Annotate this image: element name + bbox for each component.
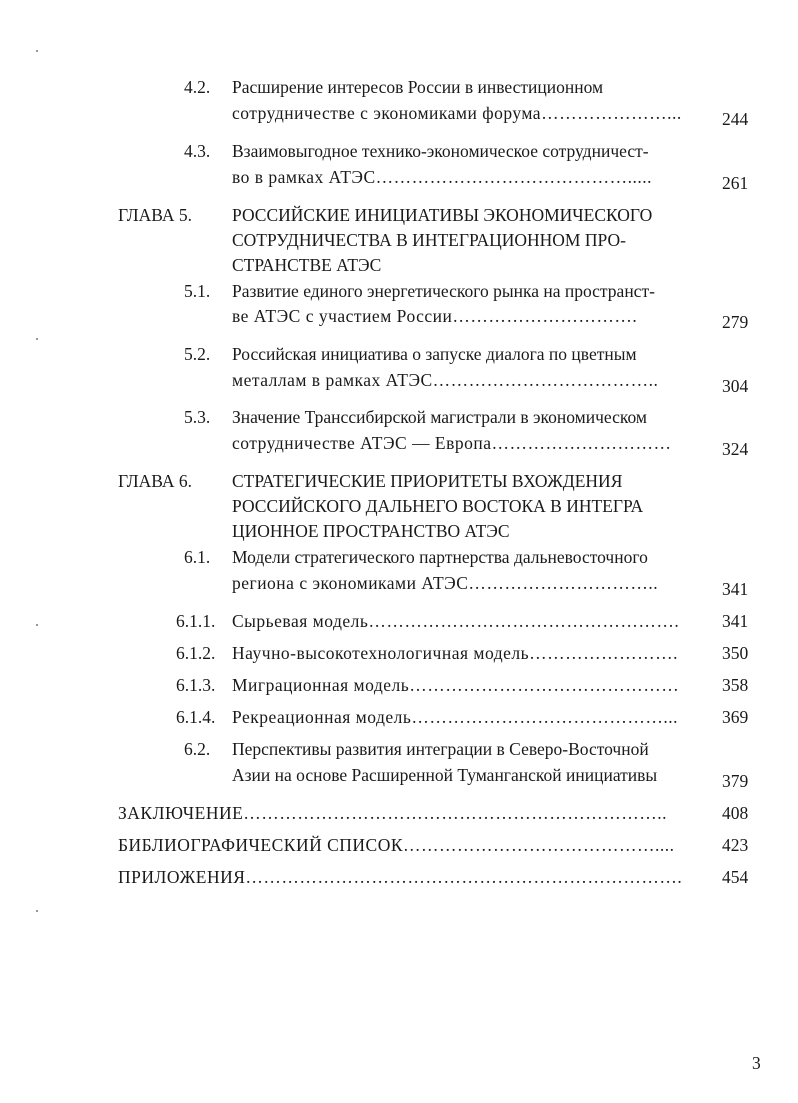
toc-entry-title: Миграционная модель……………………………………… <box>232 675 680 695</box>
toc-entry-page: 358 <box>722 675 749 695</box>
toc-entry-number: 4.2. <box>184 77 211 97</box>
toc-entry-number: 6.2. <box>184 739 211 759</box>
scan-speck <box>36 50 38 52</box>
toc-entry-title: Сырьевая модель……………………………………………. <box>232 611 680 631</box>
toc-entry-page: 304 <box>722 376 749 396</box>
toc-entry-page: 244 <box>722 109 749 129</box>
toc-entry-number: 5.3. <box>184 407 211 427</box>
toc-entry-title: ПРИЛОЖЕНИЯ………………………………………………………………. <box>118 867 683 887</box>
toc-entry-page: 454 <box>722 867 749 887</box>
scan-speck <box>36 624 38 626</box>
toc-entry-page: 341 <box>722 611 749 631</box>
toc-entry-title: Азии на основе Расширенной Туманганской инициативы <box>232 765 658 785</box>
chapter-title: ЦИОННОЕ ПРОСТРАНСТВО АТЭС <box>232 521 510 541</box>
toc-entry-number: 5.1. <box>184 281 211 301</box>
toc-entry-title: Российская инициатива о запуске диалога по цветным <box>232 344 637 364</box>
toc-entry-title: Расширение интересов России в инвестиционном <box>232 77 604 97</box>
chapter-title: СТРАТЕГИЧЕСКИЕ ПРИОРИТЕТЫ ВХОЖДЕНИЯ <box>232 471 623 491</box>
toc-entry-number: 6.1.2. <box>176 643 216 663</box>
toc-entry-number: 6.1.1. <box>176 611 216 631</box>
toc-entry-title: ве АТЭС с участием России…………………………. <box>232 306 638 326</box>
chapter-title: СТРАНСТВЕ АТЭС <box>232 255 382 275</box>
toc-entry-number: 4.3. <box>184 141 211 161</box>
toc-entry-title: Перспективы развития интеграции в Северо-Восточной <box>232 739 649 759</box>
scan-speck <box>36 910 38 912</box>
toc-entry-number: 6.1.4. <box>176 707 216 727</box>
toc-entry-title: во в рамках АТЭС……………………………………..... <box>232 167 653 187</box>
chapter-title: СОТРУДНИЧЕСТВА В ИНТЕГРАЦИОННОМ ПРО- <box>232 230 626 250</box>
toc-entry-title: Взаимовыгодное технико-экономическое сотрудничест- <box>232 141 649 161</box>
chapter-label: ГЛАВА 6. <box>118 471 193 491</box>
toc-entry-page: 423 <box>722 835 749 855</box>
toc-entry-page: 324 <box>722 439 749 459</box>
toc-entry-page: 279 <box>722 312 749 332</box>
toc-entry-page: 408 <box>722 803 749 823</box>
chapter-title: РОССИЙСКОГО ДАЛЬНЕГО ВОСТОКА В ИНТЕГРА <box>232 496 644 516</box>
toc-entry-page: 350 <box>722 643 749 663</box>
page-number: 3 <box>752 1053 761 1073</box>
toc-entry-title: ЗАКЛЮЧЕНИЕ…………………………………………………………….. <box>118 803 668 823</box>
toc-entry-number: 6.1. <box>184 547 211 567</box>
toc-entry-page: 369 <box>722 707 749 727</box>
toc-entry-page: 261 <box>722 173 749 193</box>
toc-entry-page: 341 <box>722 579 749 599</box>
chapter-title: РОССИЙСКИЕ ИНИЦИАТИВЫ ЭКОНОМИЧЕСКОГО <box>232 205 653 225</box>
scan-speck <box>36 338 38 340</box>
toc-entry-number: 6.1.3. <box>176 675 216 695</box>
toc-entry-title: региона с экономиками АТЭС………………………….. <box>232 573 659 593</box>
toc-entry-title: Научно-высокотехнологичная модель……………………. <box>232 643 678 663</box>
chapter-label: ГЛАВА 5. <box>118 205 193 225</box>
toc-entry-title: Рекреационная модель……………………………………... <box>232 707 679 727</box>
toc-entry-title: Развитие единого энергетического рынка на пространст- <box>232 281 655 301</box>
toc-entry-title: Модели стратегического партнерства дальневосточного <box>232 547 648 567</box>
toc-entry-title: сотрудничестве с экономиками форума…………………... <box>232 103 682 123</box>
toc-entry-title: Значение Транссибирской магистрали в экономическом <box>232 407 647 427</box>
toc-entry-page: 379 <box>722 771 749 791</box>
toc-entry-title: металлам в рамках АТЭС……………………………….. <box>232 370 659 390</box>
toc-entry-number: 5.2. <box>184 344 211 364</box>
toc-entry-title: БИБЛИОГРАФИЧЕСКИЙ СПИСОК…………………………………….... <box>118 835 675 855</box>
toc-entry-title: сотрудничестве АТЭС — Европа………………………… <box>232 433 672 453</box>
